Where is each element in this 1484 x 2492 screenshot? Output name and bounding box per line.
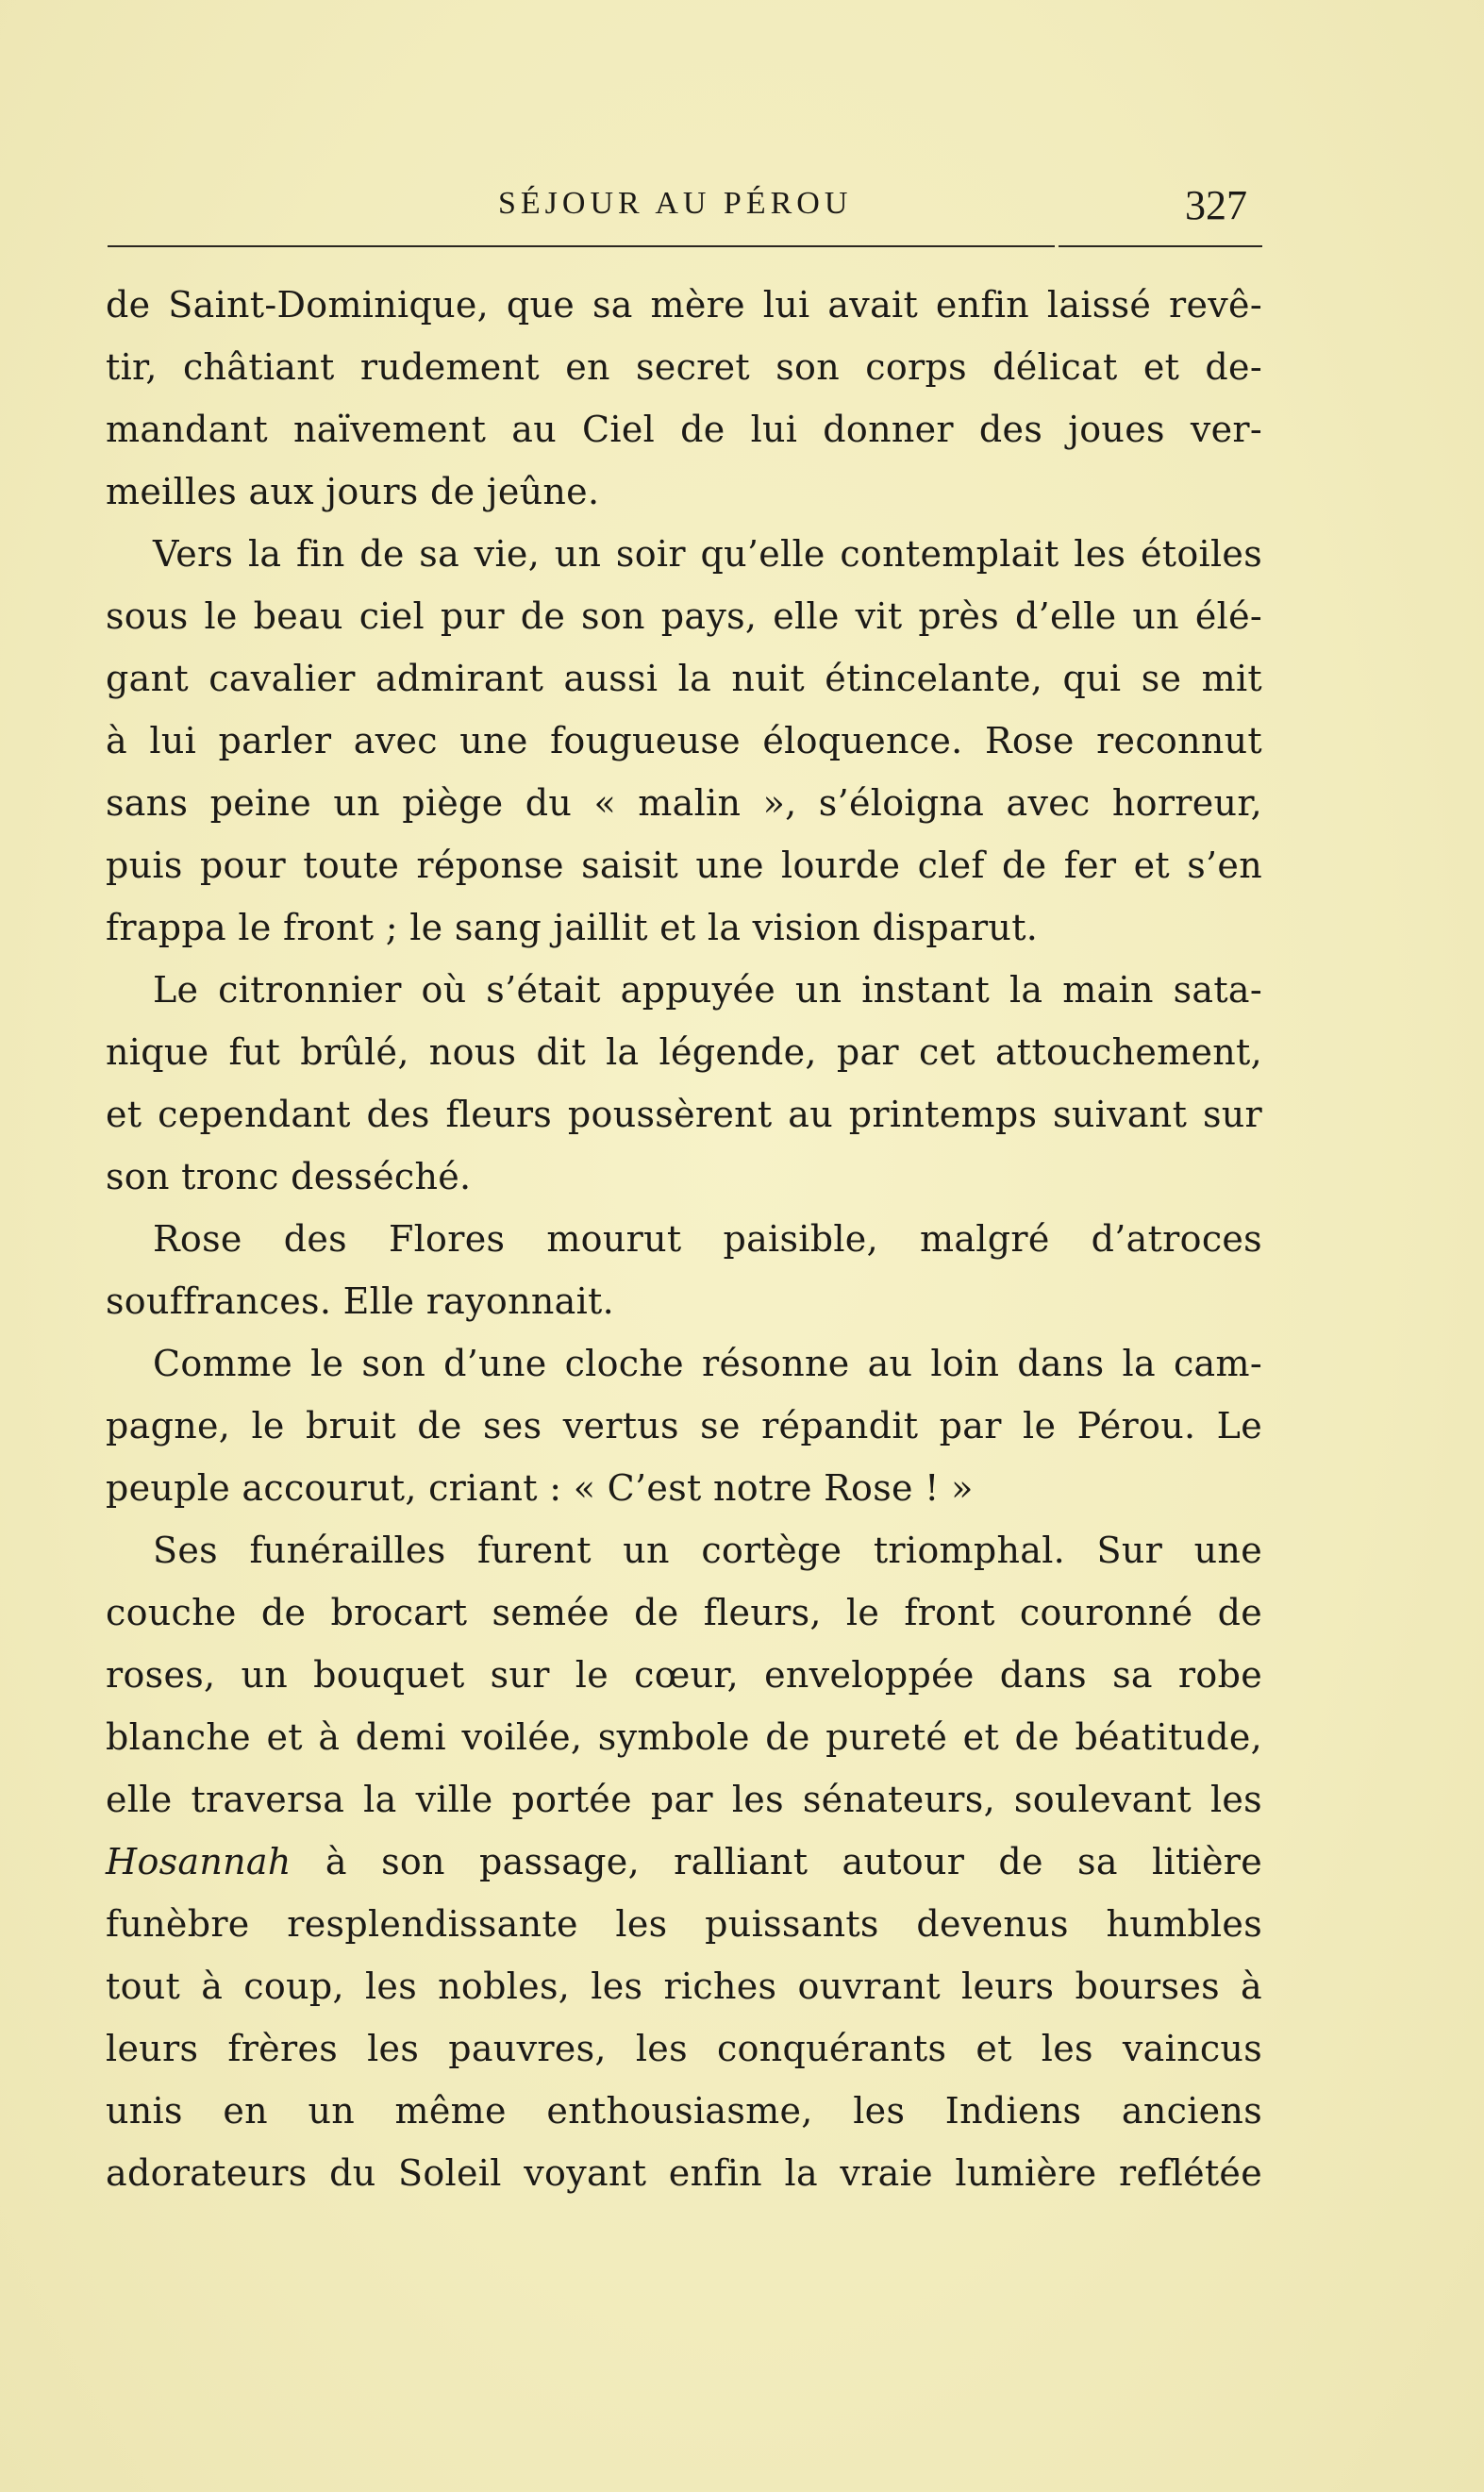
text-line: gant cavalier admirant aussi la nuit étincelante, qui se mit	[106, 658, 1262, 699]
text-line: puis pour toute réponse saisit une lourde clef de fer et s’en	[106, 845, 1262, 886]
text-line: tout à coup, les nobles, les riches ouvrant leurs bourses à	[106, 1965, 1262, 2007]
text-line: couche de brocart semée de fleurs, le front couronné de	[106, 1592, 1262, 1633]
text-line: frappa le front ; le sang jaillit et la vision disparut.	[106, 907, 1039, 948]
text-line: leurs frères les pauvres, les conquérants et les vaincus	[106, 2028, 1262, 2069]
header-rule-right	[1059, 245, 1262, 247]
text-line: sans peine un piège du « malin », s’éloigna avec horreur,	[106, 782, 1262, 824]
text-line: elle traversa la ville portée par les sénateurs, soulevant les	[106, 1779, 1262, 1820]
text-line: nique fut brûlé, nous dit la légende, par cet attouchement,	[106, 1031, 1262, 1073]
text-line: et cependant des fleurs poussèrent au printemps suivant sur	[106, 1094, 1262, 1135]
text-line: pagne, le bruit de ses vertus se répandit par le Pérou. Le	[106, 1405, 1262, 1447]
text-line: Le citronnier où s’était appuyée un instant la main sata-	[153, 969, 1262, 1011]
text-line: à lui parler avec une fougueuse éloquence. Rose reconnut	[106, 720, 1262, 761]
body-text	[106, 274, 1262, 2204]
text-line: Ses funérailles furent un cortège triomphal. Sur une	[153, 1530, 1262, 1571]
text-line: de Saint-Dominique, que sa mère lui avait enfin laissé revê-	[106, 284, 1262, 326]
text-line: roses, un bouquet sur le cœur, enveloppée dans sa robe	[106, 1654, 1262, 1696]
page-number: 327	[1185, 182, 1247, 228]
text-line: blanche et à demi voilée, symbole de pureté et de béatitude,	[106, 1716, 1262, 1758]
text-line-with-italic	[106, 1831, 1262, 1893]
text-line: sous le beau ciel pur de son pays, elle vit près d’elle un élé-	[106, 595, 1262, 637]
italic-word: Hosannah	[106, 1841, 292, 1882]
running-title: SÉJOUR AU PÉROU	[498, 186, 853, 221]
text-line: funèbre resplendissante les puissants devenus humbles	[106, 1903, 1262, 1945]
text-line: son tronc desséché.	[106, 1156, 472, 1197]
text-line: mandant naïvement au Ciel de lui donner des joues ver-	[106, 409, 1262, 450]
text-line: peuple accourut, criant : « C’est notre Rose ! »	[106, 1467, 974, 1509]
text-line: adorateurs du Soleil voyant enfin la vraie lumière reflétée	[106, 2152, 1262, 2194]
text-line: souffrances. Elle rayonnait.	[106, 1280, 614, 1322]
header-rule-left	[108, 245, 1055, 247]
text-line: Comme le son d’une cloche résonne au loin dans la cam-	[153, 1343, 1262, 1384]
text-line-rest: à son passage, ralliant autour de sa litière	[325, 1841, 1262, 1882]
text-line: meilles aux jours de jeûne.	[106, 471, 600, 512]
text-line: Rose des Flores mourut paisible, malgré d’atroces	[153, 1218, 1262, 1260]
text-line: unis en un même enthousiasme, les Indiens anciens	[106, 2090, 1262, 2132]
text-line: tir, châtiant rudement en secret son corps délicat et de-	[106, 346, 1262, 388]
text-line: Vers la fin de sa vie, un soir qu’elle contemplait les étoiles	[153, 533, 1262, 575]
